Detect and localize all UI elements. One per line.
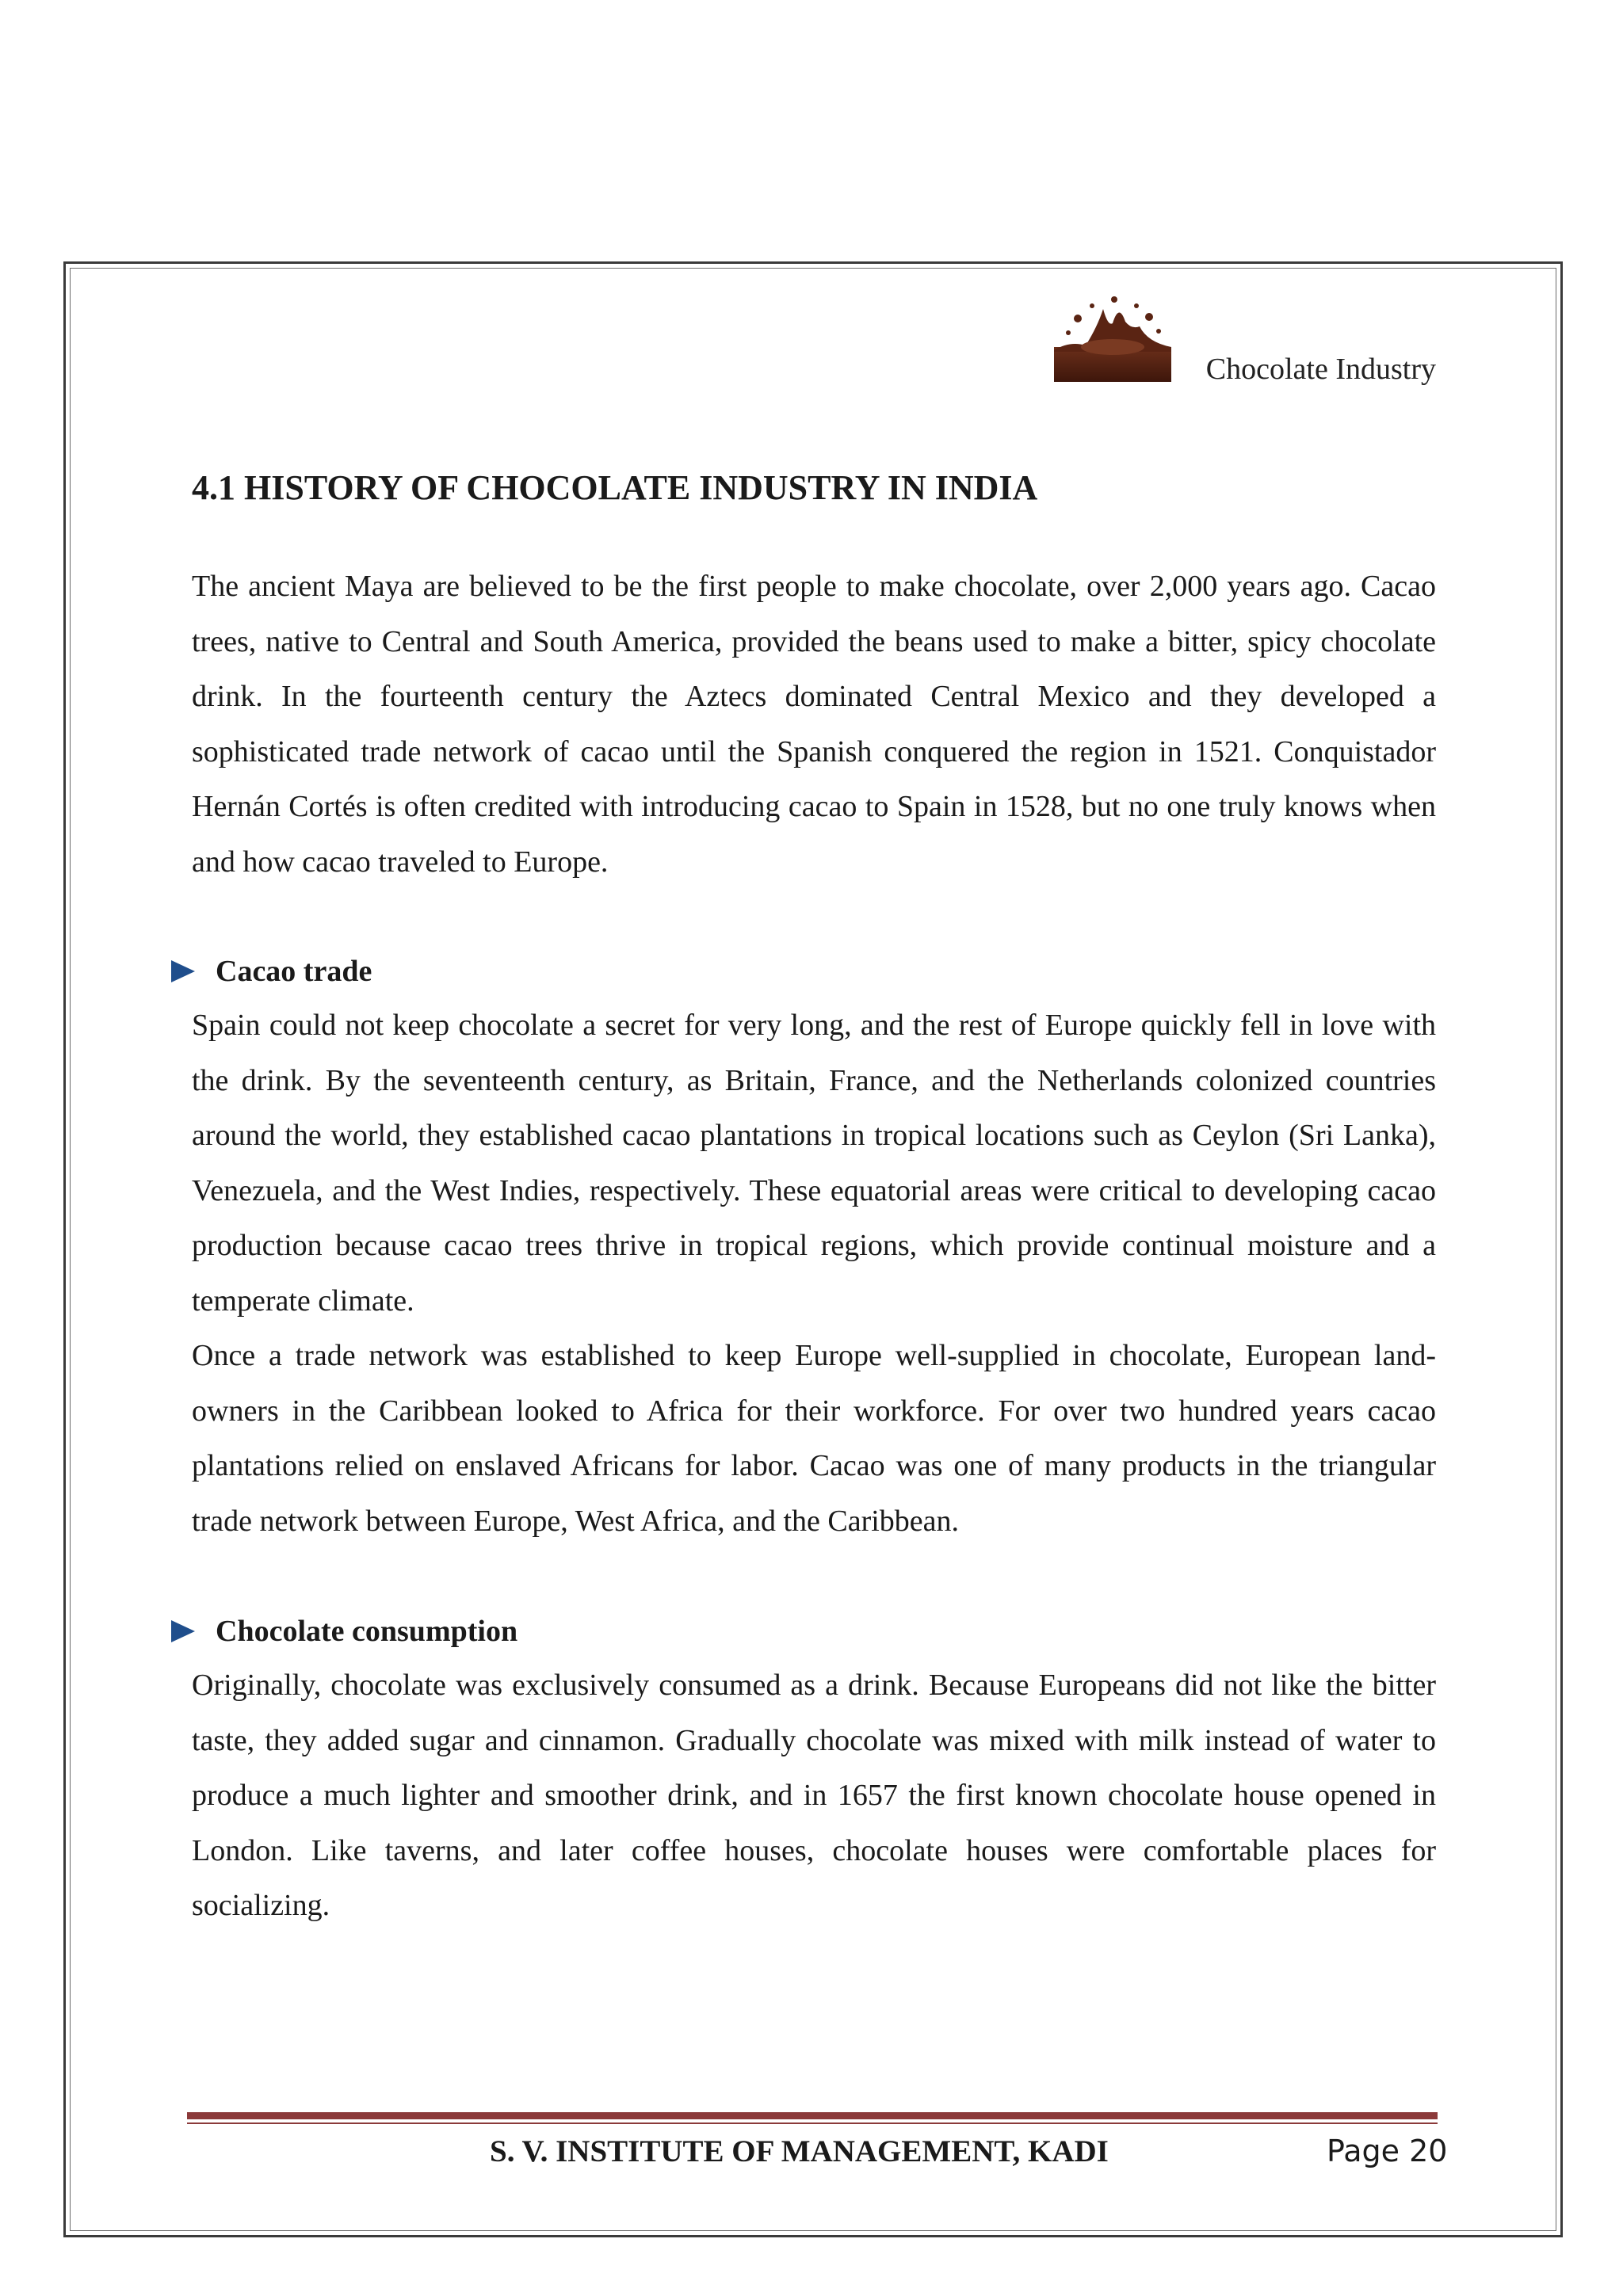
intro-paragraph: The ancient Maya are believed to be the first people to make chocolate, over 2,000 years ago. Cacao trees, native to Central and South America, provided the beans used to make a bitter, spicy chocolate drink. In the fourteenth century the Aztecs dominated Central Mexico and they developed a sophisticated trade network of cacao until the Spanish conquered the region in 1521. Conquistador Hernán Cortés is often credited with introducing cacao to Spain in 1528, but no one truly knows when and how cacao traveled to Europe. [192, 570, 1436, 879]
bullet-arrow-icon [171, 960, 195, 982]
footer-rule-thin [187, 2122, 1438, 2124]
section-title: 4.1 HISTORY OF CHOCOLATE INDUSTRY IN INDIA [192, 468, 1038, 507]
subsection-heading-label: Cacao trade [216, 955, 372, 988]
page-header [1054, 295, 1436, 388]
chocolate-splash-icon [1054, 295, 1171, 382]
page-number: Page 20 [1327, 2134, 1448, 2168]
footer-rule [187, 2112, 1438, 2119]
bullet-arrow-icon [171, 1620, 195, 1642]
subsection-heading-cacao-trade [171, 954, 372, 989]
cacao-trade-paragraph-1: Spain could not keep chocolate a secret for very long, and the rest of Europe quickly fell in love with the drink. By the seventeenth century, as Britain, France, and the Netherlands colonized countries around the world, they established cacao plantations in tropical locations such as Ceylon (Sri Lanka), Venezuela, and the West Indies, respectively. These equatorial areas were critical to developing cacao production because cacao trees thrive in tropical regions, which provide continual moisture and a temperate climate. [192, 1009, 1436, 1318]
chocolate-consumption-paragraph: Originally, chocolate was exclusively consumed as a drink. Because Europeans did not like the bitter taste, they added sugar and cinnamon. Gradually chocolate was mixed with milk instead of water to produce a much lighter and smoother drink, and in 1657 the first known chocolate house opened in London. Like taverns, and later coffee houses, chocolate houses were comfortable places for socializing. [192, 1669, 1436, 1923]
footer-institute: S. V. INSTITUTE OF MANAGEMENT, KADI [490, 2134, 1109, 2168]
header-title: Chocolate Industry [1205, 353, 1436, 386]
subsection-heading-label: Chocolate consumption [216, 1615, 518, 1648]
cacao-trade-paragraph-2: Once a trade network was established to keep Europe well-supplied in chocolate, European land-owners in the Caribbean looked to Africa for their workforce. For over two hundred years cacao plantations relied on enslaved Africans for labor. Cacao was one of many products in the triangular trade network between Europe, West Africa, and the Caribbean. [192, 1339, 1436, 1538]
subsection-heading-chocolate-consumption [171, 1614, 517, 1649]
